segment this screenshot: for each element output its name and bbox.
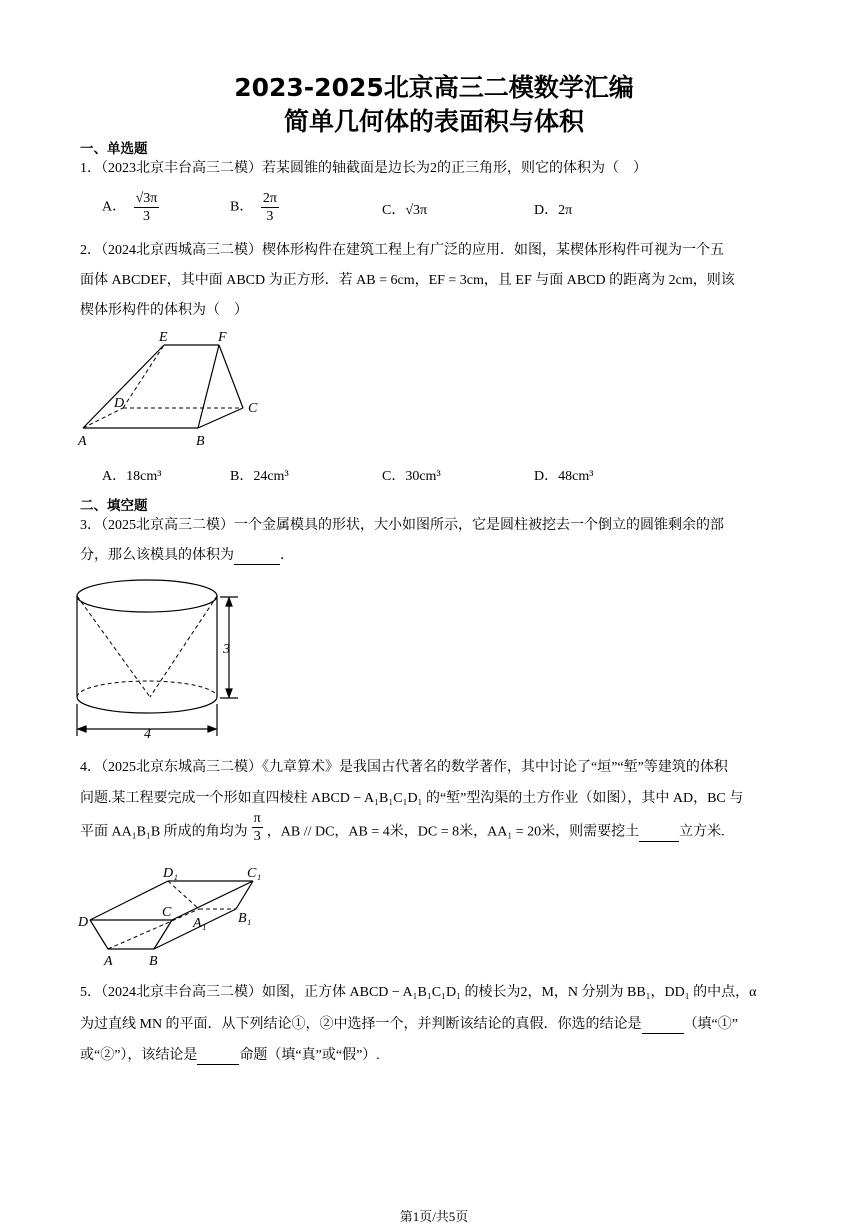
question-5-line2 bbox=[80, 1013, 792, 1034]
question-2-line2: 面体 ABCDEF，其中面 ABCD 为正方形．若 AB = 6cm，EF = 3cm，且 EF 与面 ABCD 的距离为 2cm，则该 bbox=[80, 273, 735, 288]
question-2-line1: 2．（2024北京西城高三二模）楔体形构件在建筑工程上有广泛的应用．如图，某楔体形构件可视为一个五 bbox=[80, 243, 724, 258]
question-5-line3 bbox=[80, 1044, 792, 1065]
q5-line2-text: 为过直线 MN 的平面．从下列结论①，②中选择一个，并判断该结论的真假．你选的结论是 bbox=[80, 1017, 642, 1032]
q5-conclusion-blank[interactable] bbox=[642, 1017, 684, 1034]
q4-label-b1: B₁ bbox=[238, 911, 252, 926]
q4-line3-end: 立方米. bbox=[679, 824, 725, 840]
q1-option-a bbox=[102, 190, 163, 225]
doc-title-line2: 简单几何体的表面积与体积 bbox=[283, 107, 584, 136]
q3-line2-text: 分，那么该模具的体积为 bbox=[80, 548, 234, 563]
q3-height-label: 3 bbox=[223, 642, 230, 657]
q4-label-a1: A₁ bbox=[193, 916, 207, 931]
q4-label-d1: D₁ bbox=[163, 866, 178, 881]
q2-label-e: E bbox=[159, 330, 168, 345]
q1-option-b bbox=[230, 190, 283, 225]
q4-line3-text: 平面 AA₁B₁B 所成的角均为 bbox=[80, 824, 248, 840]
q4-answer-blank[interactable] bbox=[639, 825, 679, 842]
question-4-line3 bbox=[80, 811, 792, 845]
q1-option-b-label: B． bbox=[230, 199, 254, 215]
q3-line2-end: ． bbox=[280, 548, 294, 563]
q5-line3-text: 或“②”），该结论是 bbox=[80, 1048, 198, 1063]
q2-option-c: C．30cm³ bbox=[382, 469, 441, 484]
question-2-line3: 楔体形构件的体积为（ ） bbox=[80, 303, 248, 318]
q1-option-d: D．2π bbox=[534, 203, 573, 218]
q3-diameter-label: 4 bbox=[144, 727, 151, 742]
q4-angle-fraction bbox=[252, 810, 263, 845]
q1-option-b-fraction bbox=[261, 190, 279, 225]
q2-label-b: B bbox=[196, 434, 205, 449]
section-heading-fill-blank: 二、填空题 bbox=[80, 498, 148, 514]
doc-title-line1: 2023-2025北京高三二模数学汇编 bbox=[234, 73, 634, 102]
question-3-line1: 3．（2025北京高三二模）一个金属模具的形状，大小如图所示，它是圆柱被挖去一个倒立的圆锥剩余的部 bbox=[80, 518, 724, 533]
q4-label-c1: C₁ bbox=[247, 866, 262, 881]
q5-line3-end: 命题（填“真”或“假”）. bbox=[239, 1048, 380, 1063]
q2-label-f: F bbox=[218, 330, 227, 345]
q4-prism-figure bbox=[76, 863, 276, 971]
q1-option-b-denominator: 3 bbox=[266, 209, 274, 224]
q3-cylinder-figure bbox=[74, 574, 244, 744]
q4-label-a: A bbox=[104, 954, 113, 969]
q4-line3-mid: ，AB // DC，AB = 4米，DC = 8米，AA₁ = 20米，则需要挖土 bbox=[266, 824, 640, 840]
q4-label-c: C bbox=[162, 905, 172, 920]
q2-wedge-figure bbox=[76, 326, 266, 452]
q2-label-a: A bbox=[78, 434, 87, 449]
question-4-line1: 4．（2025北京东城高三二模）《九章算术》是我国古代著名的数学著作，其中讨论了“垣”“堑”等建筑的体积 bbox=[80, 760, 728, 775]
q4-label-d: D bbox=[78, 915, 89, 930]
q5-line2-end: （填“①” bbox=[683, 1017, 738, 1032]
q5-truth-blank[interactable] bbox=[197, 1048, 239, 1065]
q3-answer-blank[interactable] bbox=[234, 548, 280, 565]
page-footer: 第1页/共5页 bbox=[399, 1209, 469, 1224]
q1-option-a-fraction bbox=[134, 190, 160, 225]
q2-option-a: A．18cm³ bbox=[102, 469, 162, 484]
q1-option-a-label: A． bbox=[102, 199, 127, 215]
section-heading-single-choice: 一、单选题 bbox=[80, 141, 148, 157]
q4-angle-numerator: π bbox=[253, 811, 261, 826]
q1-option-b-numerator: 2π bbox=[262, 191, 277, 206]
q4-label-b: B bbox=[149, 954, 158, 969]
q1-option-a-numerator: √3π bbox=[135, 191, 158, 206]
question-1-text: 1．（2023北京丰台高三二模）若某圆锥的轴截面是边长为2的正三角形，则它的体积为（ ） bbox=[80, 161, 647, 176]
q4-angle-denominator: 3 bbox=[253, 829, 261, 844]
q2-option-d: D．48cm³ bbox=[534, 469, 594, 484]
question-5-line1: 5．（2024北京丰台高三二模）如图，正方体 ABCD − A₁B₁C₁D₁ 的棱长为2，M，N 分别为 BB₁，DD₁ 的中点，α bbox=[80, 985, 757, 1000]
q1-option-a-denominator: 3 bbox=[143, 209, 150, 224]
question-4-line2: 问题.某工程要完成一个形如直四棱柱 ABCD − A₁B₁C₁D₁ 的“堑”型沟渠的土方作业（如图），其中 AD，BC 与 bbox=[80, 791, 744, 806]
q1-option-c: C．√3π bbox=[382, 203, 428, 218]
q2-label-c: C bbox=[248, 401, 258, 416]
q2-option-b: B．24cm³ bbox=[230, 469, 289, 484]
q2-label-d: D bbox=[114, 396, 125, 411]
question-3-line2 bbox=[80, 544, 792, 565]
